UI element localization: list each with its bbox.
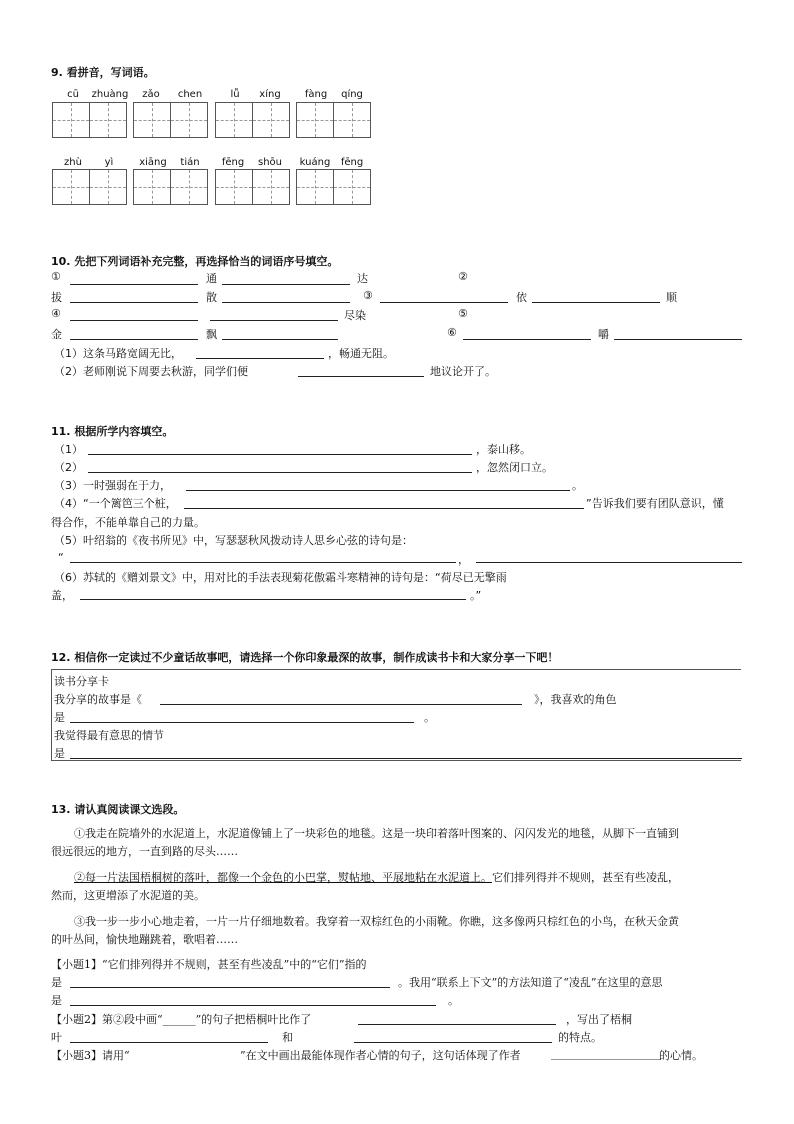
blank[interactable]: [298, 376, 424, 377]
word-char: 依: [516, 291, 527, 304]
subq-2-end: 的特点。: [558, 1031, 602, 1044]
word-char: 达: [357, 272, 368, 285]
q11-title: 11. 根据所学内容填空。: [51, 425, 174, 438]
char-box[interactable]: [215, 169, 253, 205]
char-box[interactable]: [252, 102, 290, 138]
blank[interactable]: [70, 339, 198, 340]
word-char: 飘: [206, 328, 217, 341]
card-title: 读书分享卡: [54, 675, 109, 688]
word-char: 金: [51, 328, 62, 341]
pinyin: shōu: [257, 157, 282, 168]
pinyin: cū: [67, 89, 79, 100]
reading-card: [51, 669, 741, 761]
pinyin: chen: [177, 89, 203, 100]
pinyin: xiāng: [139, 157, 167, 168]
blank[interactable]: [70, 302, 198, 303]
comma: ，: [458, 553, 469, 566]
pinyin: qíng: [341, 89, 363, 100]
blank[interactable]: [70, 562, 456, 563]
q11-item-1: （1）: [54, 443, 83, 456]
char-box[interactable]: [52, 102, 90, 138]
char-box[interactable]: [333, 102, 371, 138]
q11-item-6: （6）苏轼的《赠刘景文》中，用对比的手法表现菊花傲霜斗寒精神的诗句是：“荷尽已无擎雨: [54, 571, 507, 584]
char-box[interactable]: [89, 169, 127, 205]
passage-para-2-underlined: [74, 869, 679, 885]
pinyin: zhù: [64, 157, 82, 168]
q10-sentence-2-end: 地议论开了。: [430, 365, 496, 378]
blank[interactable]: [186, 490, 570, 491]
q9-title: 9. 看拼音，写词语。: [51, 66, 155, 79]
pinyin: zǎo: [142, 89, 160, 100]
blank[interactable]: [70, 1005, 436, 1006]
item-number: ①: [51, 270, 61, 283]
q11-item-6-cont: 盖，: [51, 589, 73, 602]
q11-item-3-end: 。: [572, 479, 583, 492]
word-char: 嚼: [598, 328, 609, 341]
card-line-role: 是: [54, 711, 65, 724]
blank[interactable]: [88, 472, 472, 473]
q11-item-3: （3）一时强弱在于力，: [54, 479, 171, 492]
blank[interactable]: [463, 339, 591, 340]
subq-2: 【小题2】第②段中画“______”的句子把梧桐叶比作了: [51, 1013, 312, 1026]
card-line-story: 我分享的故事是《: [54, 693, 142, 706]
q13-title: 13. 请认真阅读课文选段。: [51, 803, 185, 816]
subq-1-cont: 是: [51, 976, 62, 989]
word-char: 尽染: [344, 309, 366, 322]
q11-item-5: （5）叶绍翁的《夜书所见》中，写瑟瑟秋风拨动诗人思乡心弦的诗句是：: [54, 534, 413, 547]
pinyin: yì: [104, 157, 114, 168]
blank[interactable]: [614, 339, 742, 340]
subq-1-mid: 。我用“联系上下文”的方法知道了“凌乱”在这里的意思: [398, 976, 663, 989]
q11-item-2-end: ，忽然闭口立。: [476, 461, 553, 474]
item-number: ③: [363, 289, 373, 302]
pinyin: kuáng: [299, 157, 331, 168]
char-box[interactable]: [133, 169, 171, 205]
subq-2-and: 和: [282, 1031, 293, 1044]
passage-para-2-cont: 然而，这更增添了水泥道的美。: [51, 889, 205, 902]
char-box[interactable]: [52, 169, 90, 205]
item-number: ④: [51, 307, 61, 320]
char-box[interactable]: [89, 102, 127, 138]
q10-title: 10. 先把下列词语补充完整，再选择恰当的词语序号填空。: [51, 255, 339, 268]
blank[interactable]: [70, 284, 198, 285]
blank[interactable]: [222, 284, 350, 285]
word-char: 通: [206, 272, 217, 285]
q10-sentence-1: （1）这条马路宽阔无比，: [54, 347, 182, 360]
card-line-plot: 我觉得最有意思的情节: [54, 729, 164, 742]
blank[interactable]: [196, 358, 324, 359]
blank[interactable]: [358, 1024, 556, 1025]
q11-item-4: （4）“一个篱笆三个桩，: [54, 497, 177, 510]
pinyin: xíng: [259, 89, 281, 100]
blank[interactable]: [532, 302, 660, 303]
pinyin: lǚ: [230, 89, 240, 100]
char-box[interactable]: [296, 169, 334, 205]
card-line-story-end: 》，我喜欢的角色: [534, 693, 617, 706]
item-number: ②: [458, 270, 468, 283]
subq-3: 【小题3】请用“: [51, 1049, 130, 1062]
char-box[interactable]: [333, 169, 371, 205]
blank-text[interactable]: ____________________: [551, 1047, 661, 1060]
q11-item-1-end: ，泰山移。: [476, 443, 531, 456]
blank[interactable]: [70, 722, 414, 723]
blank[interactable]: [380, 302, 508, 303]
word-char: 散: [206, 291, 217, 304]
open-quote: “: [58, 551, 64, 564]
subq-3-mid: ”在文中画出最能体现作者心情的句子，这句话体现了作者: [240, 1049, 521, 1062]
char-box[interactable]: [133, 102, 171, 138]
subq-2-cont: 叶: [51, 1031, 62, 1044]
underlined-sentence: ②每一片法国梧桐树的落叶，都像一个金色的小巴掌，熨帖地、平展地粘在水泥道上。: [74, 871, 492, 884]
item-number: ⑥: [447, 326, 457, 339]
q12-title: 12. 相信你一定读过不少童话故事吧，请选择一个你印象最深的故事，制作成读书卡和大家分享一下吧！: [51, 651, 559, 664]
char-box[interactable]: [215, 102, 253, 138]
blank[interactable]: [222, 339, 338, 340]
blank[interactable]: [70, 987, 390, 988]
q11-item-6-end: 。”: [470, 589, 482, 602]
blank[interactable]: [184, 508, 584, 509]
pinyin: zhuàng: [91, 89, 129, 100]
blank[interactable]: [210, 320, 338, 321]
blank[interactable]: [160, 704, 522, 705]
card-line-plot-cont: 是: [54, 747, 65, 760]
passage-para-1: ①我走在院墙外的水泥道上，水泥道像铺上了一块彩色的地毯。这是一块印着落叶图案的、闪闪发光的地毯，从脚下一直铺到: [74, 827, 679, 840]
subq-3-end: 的心情。: [659, 1049, 703, 1062]
blank[interactable]: [88, 454, 472, 455]
q11-item-4-cont: 得合作，不能单靠自己的力量。: [51, 516, 205, 529]
pinyin: fēng: [340, 157, 364, 168]
q11-item-4-end: ”告诉我们要有团队意识，懂: [586, 497, 724, 510]
subq-1-end: 。: [448, 994, 459, 1007]
blank[interactable]: [80, 599, 466, 600]
passage-para-2-rest: 它们排列得并不规则，甚至有些凌乱，: [492, 871, 679, 884]
blank[interactable]: [70, 320, 198, 321]
item-number: ⑤: [458, 307, 468, 320]
card-line-role-end: 。: [424, 711, 435, 724]
pinyin: tián: [180, 157, 200, 168]
blank[interactable]: [476, 562, 742, 563]
word-char: 顺: [666, 291, 677, 304]
q10-sentence-1-end: ，畅通无阻。: [328, 347, 394, 360]
pinyin: fàng: [304, 89, 328, 100]
char-box[interactable]: [252, 169, 290, 205]
char-box[interactable]: [170, 102, 208, 138]
char-box[interactable]: [170, 169, 208, 205]
q11-item-2: （2）: [54, 461, 83, 474]
char-box[interactable]: [296, 102, 334, 138]
blank[interactable]: [70, 758, 742, 759]
q10-sentence-2: （2）老师刚说下周要去秋游，同学们便: [54, 365, 248, 378]
subq-1: 【小题1】“它们排列得并不规则，甚至有些凌乱”中的“它们”指的: [51, 958, 367, 971]
passage-para-1-cont: 很远很远的地方，一直到路的尽头……: [51, 845, 238, 858]
word-char: 拔: [51, 291, 62, 304]
blank[interactable]: [354, 1042, 552, 1043]
subq-1-cont-2: 是: [51, 994, 62, 1007]
subq-2-mid: ，写出了梧桐: [566, 1013, 632, 1026]
passage-para-3: ③我一步一步小心地走着，一片一片仔细地数着。我穿着一双棕红色的小雨靴。你瞧，这多像两只棕红色的小鸟，在秋天金黄: [74, 915, 679, 928]
blank[interactable]: [70, 1042, 268, 1043]
blank[interactable]: [222, 302, 350, 303]
pinyin: fēng: [221, 157, 245, 168]
passage-para-3-cont: 的叶丛间，愉快地蹦跳着，歌唱着……: [51, 933, 238, 946]
